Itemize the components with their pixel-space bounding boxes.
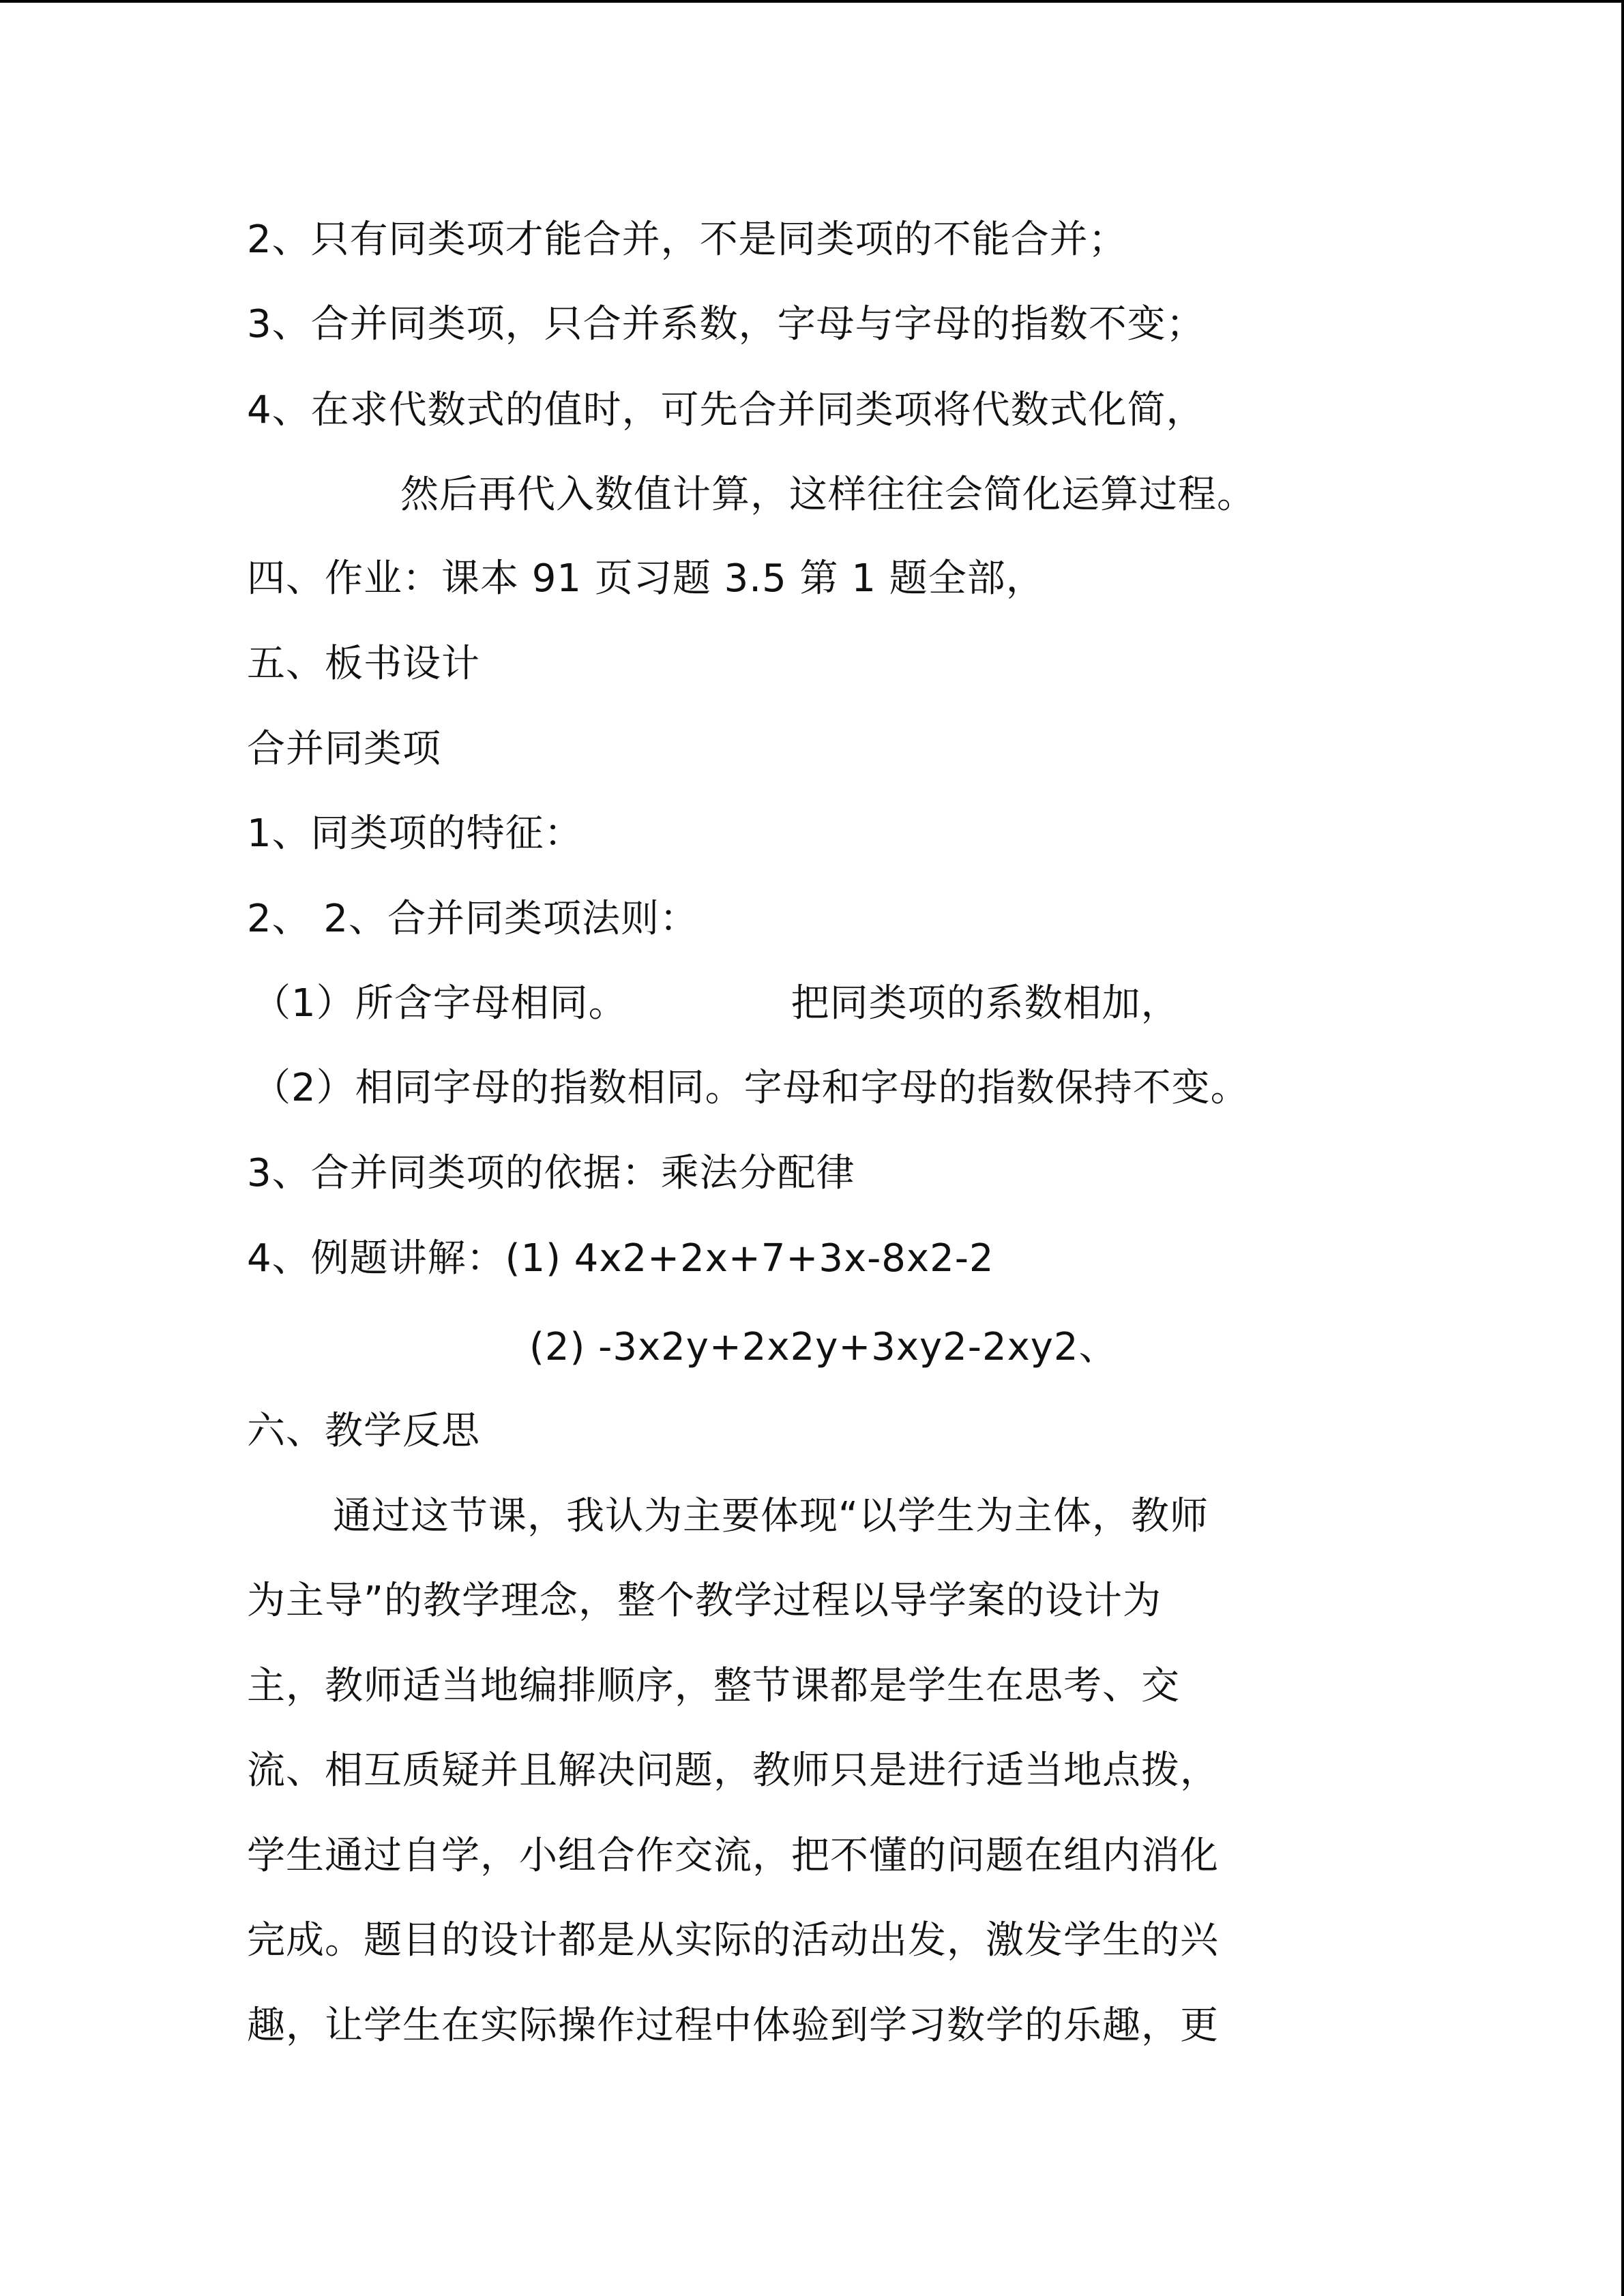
board-item-2: 2、 2、合并同类项法则：	[247, 897, 699, 941]
board-item-1: 1、同类项的特征：	[247, 811, 583, 856]
board-sub1-left: （1）所含字母相同。	[252, 981, 628, 1026]
reflection-line-3: 主，教师适当地编排顺序，整节课都是学生在思考、交	[247, 1664, 1180, 1708]
summary-point-4-continued: 然后再代入数值计算，这样往往会简化运算过程。	[400, 473, 1256, 517]
page-border-right	[1621, 0, 1624, 2296]
board-item-2-sub2: （2）相同字母的指数相同。字母和字母的指数保持不变。	[252, 1066, 1250, 1110]
reflection-heading: 六、教学反思	[247, 1409, 480, 1453]
board-sub1-right: 把同类项的系数相加，	[791, 981, 1180, 1026]
board-item-3: 3、合并同类项的依据：乘法分配律	[247, 1151, 855, 1195]
reflection-line-5: 学生通过自学，小组合作交流，把不懂的问题在组内消化	[247, 1834, 1219, 1878]
reflection-line-6: 完成。题目的设计都是从实际的活动出发，激发学生的兴	[247, 1918, 1219, 1963]
reflection-line-7: 趣，让学生在实际操作过程中体验到学习数学的乐趣，更	[247, 2003, 1219, 2048]
reflection-line-2: 为主导”的教学理念，整个教学过程以导学案的设计为	[247, 1579, 1162, 1623]
board-title: 合并同类项	[247, 727, 441, 771]
board-design-heading: 五、板书设计	[247, 642, 480, 686]
summary-point-4: 4、在求代数式的值时，可先合并同类项将代数式化简，	[247, 388, 1205, 432]
board-item-4: 4、例题讲解：(1) 4x2+2x+7+3x-8x2-2	[247, 1236, 994, 1281]
board-item-2-sub1	[252, 979, 1180, 1028]
reflection-line-1: 通过这节课，我认为主要体现“以学生为主体，教师	[333, 1494, 1209, 1538]
reflection-line-4: 流、相互质疑并且解决问题，教师只是进行适当地点拨，	[247, 1748, 1219, 1793]
homework-heading: 四、作业：课本 91 页习题 3.5 第 1 题全部，	[247, 556, 1045, 601]
summary-point-3: 3、合并同类项，只合并系数，字母与字母的指数不变；	[247, 302, 1205, 346]
page-border-top	[0, 0, 1624, 3]
board-item-4-example-2: (2) -3x2y+2x2y+3xy2-2xy2、	[529, 1325, 1118, 1369]
summary-point-2: 2、只有同类项才能合并，不是同类项的不能合并；	[247, 218, 1127, 262]
